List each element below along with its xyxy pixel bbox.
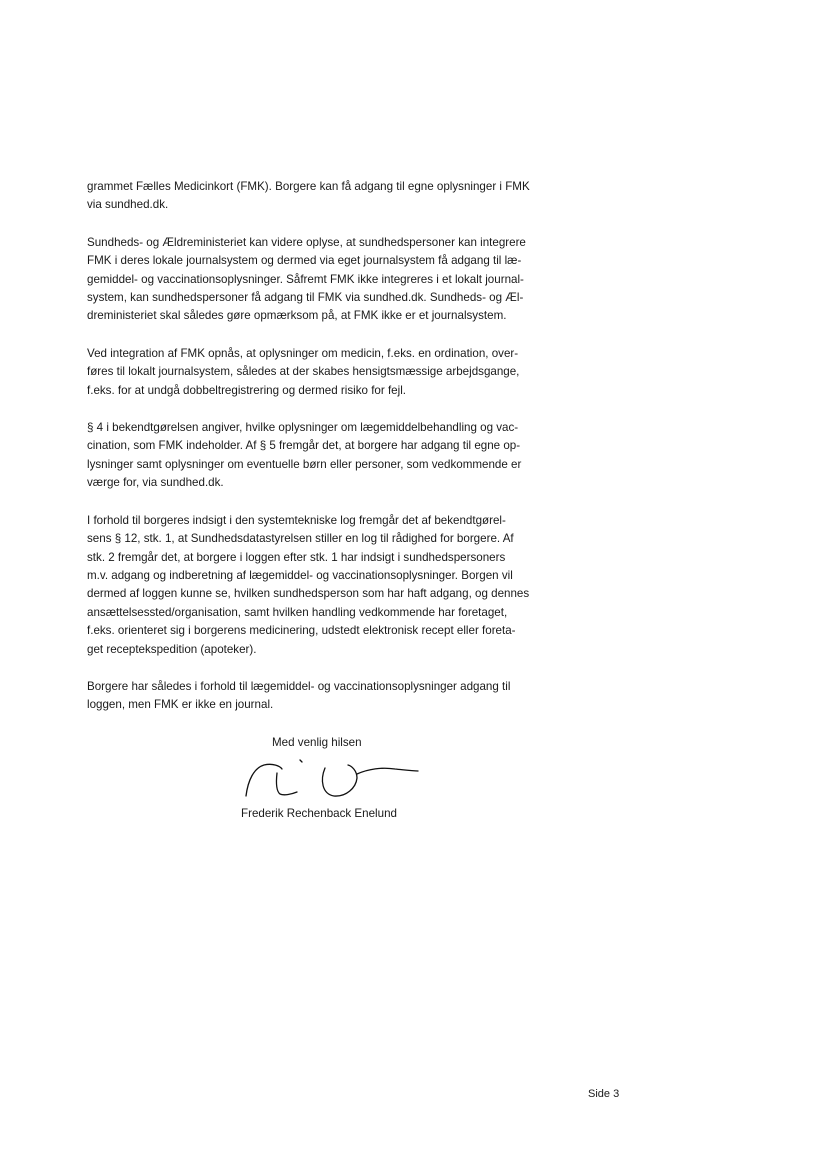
text-line: Sundheds- og Ældreministeriet kan videre oplyse, at sundhedspersoner kan integrere [87,235,526,249]
text-line: via sundhed.dk. [87,198,169,212]
text-line: I forhold til borgeres indsigt i den systemtekniske log fremgår det af bekendtgørel- [87,513,506,527]
text-line: get receptekspedition (apoteker). [87,642,257,656]
text-line: system, kan sundhedspersoner få adgang til FMK via sundhed.dk. Sundheds- og Æl- [87,291,524,305]
text-line: gemiddel- og vaccinationsoplysninger. Såfremt FMK ikke integreres i et lokalt journal- [87,272,524,286]
text-line: lysninger samt oplysninger om eventuelle børn eller personer, som vedkommende er [87,457,522,471]
paragraph [87,234,557,326]
letter-body [87,178,557,734]
text-line: dermed af loggen kunne se, hvilken sundhedsperson som har haft adgang, og dennes [87,587,530,601]
closing-salutation: Med venlig hilsen [272,736,362,749]
text-line: stk. 2 fremgår det, at borgere i loggen efter stk. 1 har indsigt i sundhedspersoners [87,550,506,564]
text-line: dreministeriet skal således gøre opmærksom på, at FMK ikke er et journalsystem. [87,309,507,323]
paragraph [87,178,557,215]
text-line: Ved integration af FMK opnås, at oplysninger om medicin, f.eks. en ordination, over- [87,346,519,360]
text-line: FMK i deres lokale journalsystem og dermed via eget journalsystem få adgang til læ- [87,254,522,268]
text-line: føres til lokalt journalsystem, således at der skabes hensigtsmæssige arbejdsgange, [87,365,520,379]
text-line: m.v. adgang og indberetning af lægemiddel- og vaccinationsoplysninger. Borgen vil [87,568,513,582]
handwritten-signature [240,756,425,808]
text-line: Borgere har således i forhold til lægemiddel- og vaccinationsoplysninger adgang til [87,679,511,693]
text-line: sens § 12, stk. 1, at Sundhedsdatastyrelsen stiller en log til rådighed for borgere. Af [87,532,514,546]
text-line: ansættelsessted/organisation, samt hvilken handling vedkommende har foretaget, [87,605,508,619]
page-number: Side 3 [588,1088,620,1100]
paragraph [87,678,557,715]
paragraph [87,419,557,493]
signer-name: Frederik Rechenback Enelund [241,807,397,820]
text-line: loggen, men FMK er ikke en journal. [87,698,274,712]
paragraph [87,345,557,400]
text-line: f.eks. orienteret sig i borgerens medicinering, udstedt elektronisk recept eller foreta- [87,624,516,638]
text-line: værge for, via sundhed.dk. [87,476,224,490]
text-line: grammet Fælles Medicinkort (FMK). Borgere kan få adgang til egne oplysninger i FMK [87,180,530,193]
text-line: cination, som FMK indeholder. Af § 5 fremgår det, at borgere har adgang til egne op- [87,439,521,453]
paragraph [87,512,557,659]
text-line: f.eks. for at undgå dobbeltregistrering og dermed risiko for fejl. [87,383,406,397]
text-line: § 4 i bekendtgørelsen angiver, hvilke oplysninger om lægemiddelbehandling og vac- [87,421,519,435]
